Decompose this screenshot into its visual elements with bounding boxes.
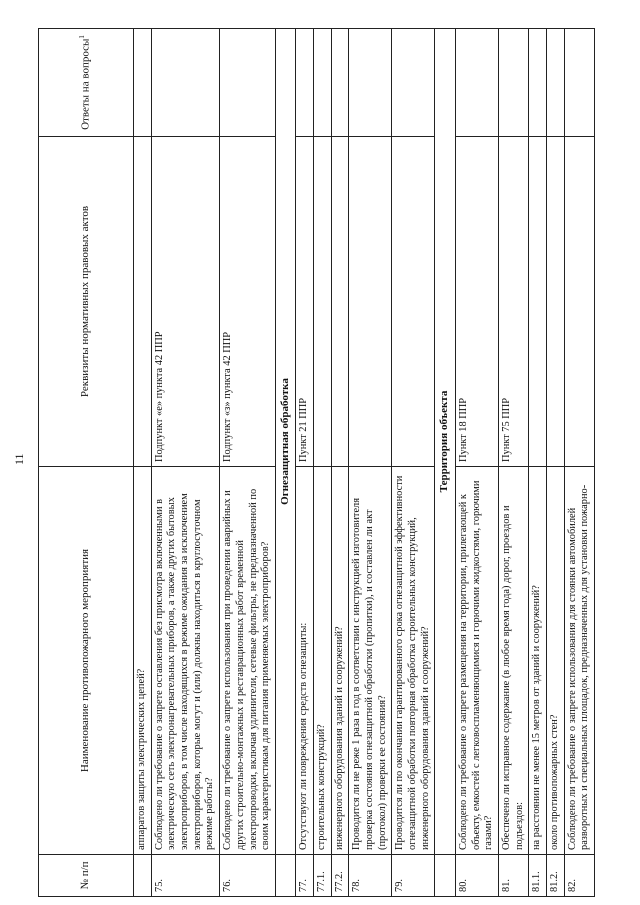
section-title: Огнезащитная обработка [275, 29, 295, 855]
row-number: 79. [392, 855, 435, 897]
section-title: Территория объекта [435, 29, 455, 855]
header-ans [39, 29, 134, 137]
answer-cell[interactable] [455, 29, 498, 137]
table-row [498, 29, 528, 897]
answer-cell[interactable] [331, 29, 349, 137]
section-row [435, 29, 455, 897]
table-row [313, 29, 331, 897]
header-ans-footnote: 1 [78, 35, 87, 39]
row-text: Отсутствуют ли повреждения средств огнезащиты: [296, 467, 314, 855]
answer-cell[interactable] [349, 29, 392, 137]
row-number: 77.1. [313, 855, 331, 897]
row-requisites [134, 137, 152, 467]
row-text: инженерного оборудования зданий и сооружений? [331, 467, 349, 855]
row-text: Проводится ли по окончании гарантированного срока огнезащитной эффективности огнезащитной обработки повторная обработка строительных конструкций, инженерного оборудования зданий и сооружений? [392, 467, 435, 855]
row-text: аппаратов защиты электрических цепей? [134, 467, 152, 855]
row-text: Соблюдено ли требование о запрете использования для стоянки автомобилей разворотных и специальных площадок, предназначенных для установки пожарно- [564, 467, 594, 855]
table-row [564, 29, 594, 897]
answer-cell[interactable] [134, 29, 152, 137]
header-name: Наименование противопожарного мероприятия [39, 467, 134, 855]
table-row [331, 29, 349, 897]
row-number: 75. [151, 855, 219, 897]
row-number: 78. [349, 855, 392, 897]
row-requisites [313, 137, 331, 467]
page-number: 11 [12, 453, 26, 465]
row-requisites: Пункт 75 ППР [498, 137, 528, 467]
row-number: 81.2. [547, 855, 565, 897]
row-number: 81.1. [529, 855, 547, 897]
table-row [392, 29, 435, 897]
answer-cell[interactable] [296, 29, 314, 137]
answer-cell[interactable] [498, 29, 528, 137]
row-text: на расстоянии не менее 15 метров от зданий и сооружений? [529, 467, 547, 855]
row-text: Соблюдено ли требование о запрете использования при проведении аварийных и других строительно-монтажных и реставрационных работ временной электропроводки, включая удлинители, сетевые фильтры, не предназначенной по своим характеристикам для питания применяемых электроприборов? [220, 467, 276, 855]
table-row [529, 29, 547, 897]
row-requisites [564, 137, 594, 467]
row-number: 82. [564, 855, 594, 897]
table-row [296, 29, 314, 897]
table-row [134, 29, 152, 897]
answer-cell[interactable] [220, 29, 276, 137]
row-requisites: Пункт 21 ППР [296, 137, 314, 467]
table-row [151, 29, 219, 897]
row-text: Обеспечено ли исправное содержание (в любое время года) дорог, проездов и подъездов: [498, 467, 528, 855]
table-row [220, 29, 276, 897]
row-text: Соблюдено ли требование о запрете размещения на территории, прилегающей к объекту, емкостей с легковоспламеняющимися и горючими жидкостями, горючими газами? [455, 467, 498, 855]
header-num: № п/п [39, 855, 134, 897]
row-requisites [331, 137, 349, 467]
row-text: строительных конструкций? [313, 467, 331, 855]
header-ans-label: Ответы на вопросы [80, 38, 93, 130]
header-req: Реквизиты нормативных правовых актов [39, 137, 134, 467]
answer-cell[interactable] [564, 29, 594, 137]
table-row [547, 29, 565, 897]
row-requisites [349, 137, 392, 467]
table-header-row [39, 29, 134, 897]
row-requisites: Подпункт «е» пункта 42 ППР [151, 137, 219, 467]
row-number: 77. [296, 855, 314, 897]
row-number [134, 855, 152, 897]
row-number: 80. [455, 855, 498, 897]
row-text: Проводится ли не реже 1 раза в год в соответствии с инструкцией изготовителя проверка состояния огнезащитной обработки (пропитки), и составлен ли акт (протокол) проверки ее состояния? [349, 467, 392, 855]
row-text: около противопожарных стен? [547, 467, 565, 855]
section-empty-cell [435, 855, 455, 897]
answer-cell[interactable] [547, 29, 565, 137]
row-requisites [529, 137, 547, 467]
table-row [349, 29, 392, 897]
table-row [455, 29, 498, 897]
row-number: 76. [220, 855, 276, 897]
row-number: 77.2. [331, 855, 349, 897]
row-number: 81. [498, 855, 528, 897]
answer-cell[interactable] [529, 29, 547, 137]
row-requisites [547, 137, 565, 467]
row-requisites [392, 137, 435, 467]
row-text: Соблюдено ли требование о запрете оставления без присмотра включенными в электрическую сеть электронагревательных приборов, а также других бытовых электроприборов, в том числе находящихся в режиме ожидания за исключением электроприборов, которые могут и (или) должны находиться в круглосуточном режиме работы? [151, 467, 219, 855]
row-requisites: Подпункт «з» пункта 42 ППР [220, 137, 276, 467]
answer-cell[interactable] [392, 29, 435, 137]
answer-cell[interactable] [151, 29, 219, 137]
section-row [275, 29, 295, 897]
section-empty-cell [275, 855, 295, 897]
answer-cell[interactable] [313, 29, 331, 137]
row-requisites: Пункт 18 ППР [455, 137, 498, 467]
checklist-table [38, 28, 595, 897]
